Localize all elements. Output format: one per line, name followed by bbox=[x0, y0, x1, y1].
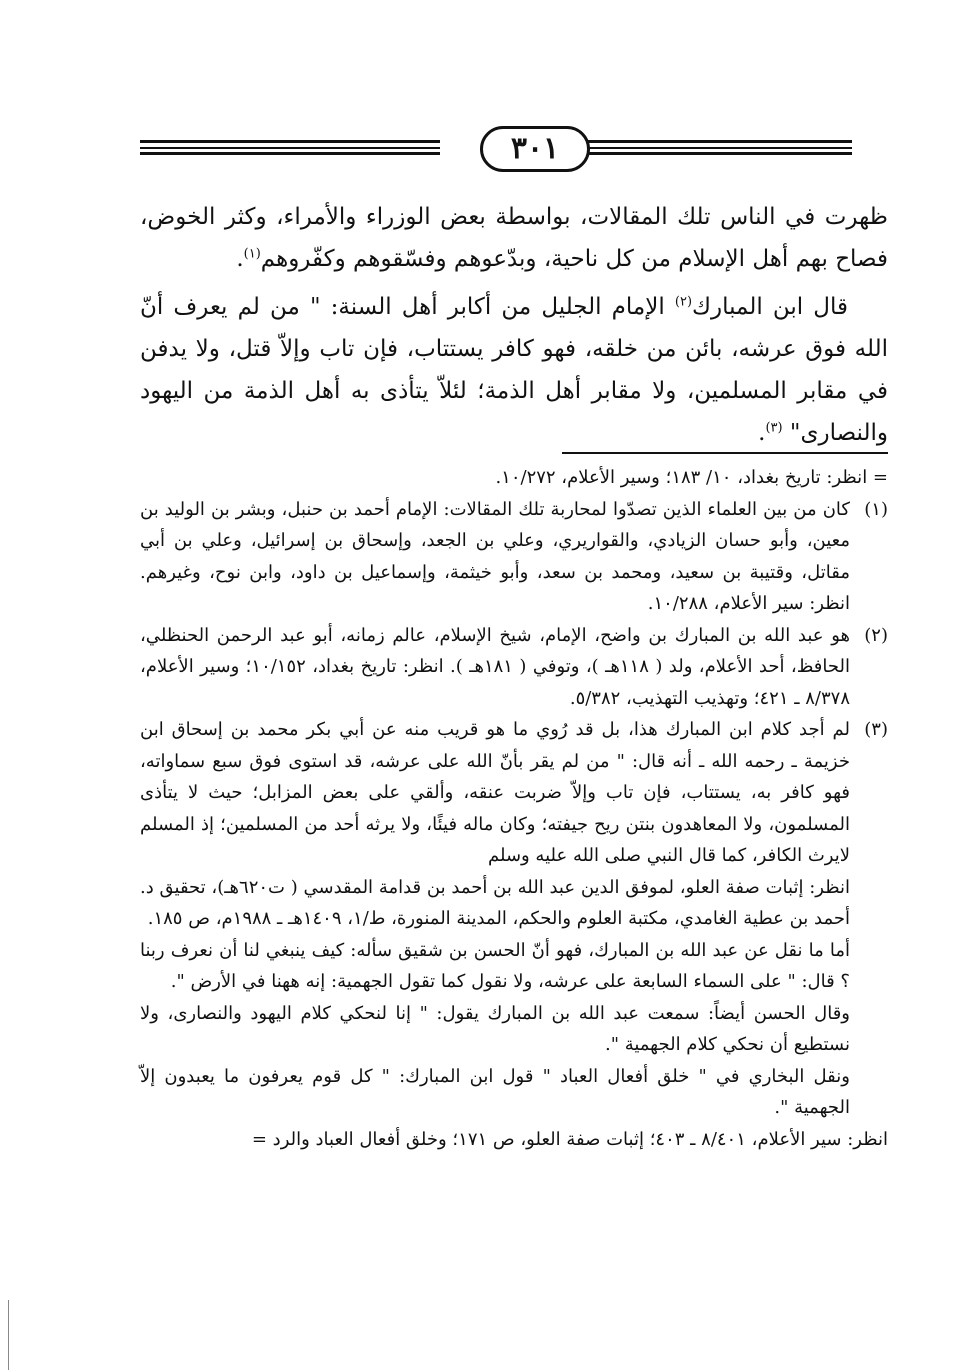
footnote-continuation: = انظر: تاريخ بغداد، ١٠/ ١٨٣؛ وسير الأعلام، ١٠/٢٧٢. bbox=[495, 467, 888, 488]
footnote-3-text-a: لم أجد كلام ابن المبارك هذا، بل قد رُوي ما هو قريب منه عن أبي بكر محمد بن إسحاق ابن خزيمة ـ رحمه الله ـ أنه قال: " من لم يقر بأنّ الله على عرشه، قد استوى فوق سبع سماواته، فهو كافر به، يستتاب، فإن تاب وإلاّ ضربت عنقه، وألقي على بعض المزابل؛ حيث لا يتأذى المسلمون، ولا المعاهدون بنتن ريح جيفته؛ وكان ماله فيئًا، ولا يرثه أحد من المسلمين؛ إذ المسلم لايرث الكافر، كما قال النبي صلى الله عليه وسلم bbox=[140, 719, 850, 866]
footnote-ref-1: (١) bbox=[243, 246, 261, 262]
footnote-3-text-c: أما ما نقل عن عبد الله بن المبارك، فهو أنّ الحسن بن شقيق سأله: كيف ينبغي لنا أن نعرف ربنا ؟ قال: " على السماء السابعة على عرشه، ولا نقول كما تقول الجهمية: إنه ههنا في الأرض ". bbox=[140, 939, 850, 992]
footnote-3-text-b: انظر: إثبات صفة العلو، لموفق الدين عبد الله بن أحمد بن قدامة المقدسي ( ت٦٢٠هـ)، تحقيق د. أحمد بن عطية الغامدي، مكتبة العلوم والحكم، المدينة المنورة، ط/١، ١٤٠٩هـ ـ ١٩٨٨م، ص ١٨٥. bbox=[140, 876, 850, 929]
footnote-3-sources: انظر: سير الأعلام، ٨/٤٠١ ـ ٤٠٣؛ إثبات صفة العلو، ص ١٧١؛ وخلق أفعال العباد والرد = bbox=[251, 1128, 888, 1150]
footnote-3 bbox=[140, 714, 888, 1124]
main-text bbox=[140, 196, 888, 460]
footnote-3-text-e: ونقل البخاري في " خلق أفعال العباد " قول ابن المبارك: " كل قوم يعرفون ما يعبدون إلاّ الجهمية ". bbox=[140, 1065, 850, 1118]
paragraph-2-text-a: قال ابن المبارك bbox=[692, 294, 849, 320]
scan-margin-mark bbox=[8, 1300, 9, 1370]
footnote-2-text: هو عبد الله بن المبارك بن واضح، الإمام، شيخ الإسلام، عالم زمانه، أبو عبد الرحمن الحنظلي، الحافظ، أحد الأعلام، ولد ( ١١٨هـ )، وتوفي ( ١٨١هـ ). انظر: تاريخ بغداد، ١٠/١٥٢؛ وسير الأعلام، ٨/٣٧٨ ـ ٤٢١؛ وتهذيب التهذيب، ٥/٣٨٢. bbox=[140, 624, 850, 709]
paragraph-2-text-b: الإمام الجليل من أكابر أهل السنة: " من لم يعرف أنّ الله فوق عرشه، بائن من خلقه، فهو كافر يستتاب، فإن تاب وإلاّ قتل، ولا يدفن في مقابر المسلمين، ولا مقابر أهل الذمة؛ لئلاّ يتأذى به أهل الذمة من اليهود والنصارى" bbox=[140, 294, 888, 446]
footnote-2-number: (٢) bbox=[864, 624, 888, 646]
footnote-separator bbox=[562, 452, 888, 454]
page-header bbox=[140, 120, 852, 176]
paragraph-1-end: . bbox=[236, 246, 244, 272]
footnote-ref-3: (٣) bbox=[765, 420, 783, 436]
page-number: ٣٠١ bbox=[480, 126, 590, 172]
footnote-ref-2: (٢) bbox=[674, 294, 693, 310]
footnote-1 bbox=[140, 494, 888, 620]
paragraph-1-text: ظهرت في الناس تلك المقالات، بواسطة بعض الوزراء والأمراء، وكثر الخوض، فصاح بهم أهل الإسلام من كل ناحية، وبدّعوهم وفسّقوهم وكفّروهم bbox=[140, 204, 888, 272]
paragraph-2-end: . bbox=[758, 420, 766, 446]
footnote-3-text-d: وقال الحسن أيضاً: سمعت عبد الله بن المبارك يقول: " إنا لنحكي كلام اليهود والنصارى، ولا نستطيع أن نحكي كلام الجهمية ". bbox=[140, 1002, 850, 1055]
header-rule-right bbox=[552, 140, 852, 154]
footnotes bbox=[140, 462, 888, 1155]
footnote-2 bbox=[140, 620, 888, 715]
paragraph-2 bbox=[140, 286, 888, 454]
header-rule-left bbox=[140, 140, 440, 154]
footnote-1-number: (١) bbox=[864, 498, 888, 520]
footnote-1-text: كان من بين العلماء الذين تصدّوا لمحاربة تلك المقالات: الإمام أحمد بن حنبل، وبشر بن الوليد بن معين، وأبو حسان الزيادي، والقواريري، وعلي بن الجعد، وإسحاق بن إسرائيل، وعلي بن أبي مقاتل، وقتيبة بن سعيد، ومحمد بن سعد، وأبو خيثمة، وإسماعيل بن داود، وابن نوح، وغيرهم. انظر: سير الأعلام، ١٠/٢٨٨. bbox=[140, 498, 850, 614]
paragraph-1 bbox=[140, 196, 888, 280]
footnote-3-number: (٣) bbox=[864, 719, 888, 740]
